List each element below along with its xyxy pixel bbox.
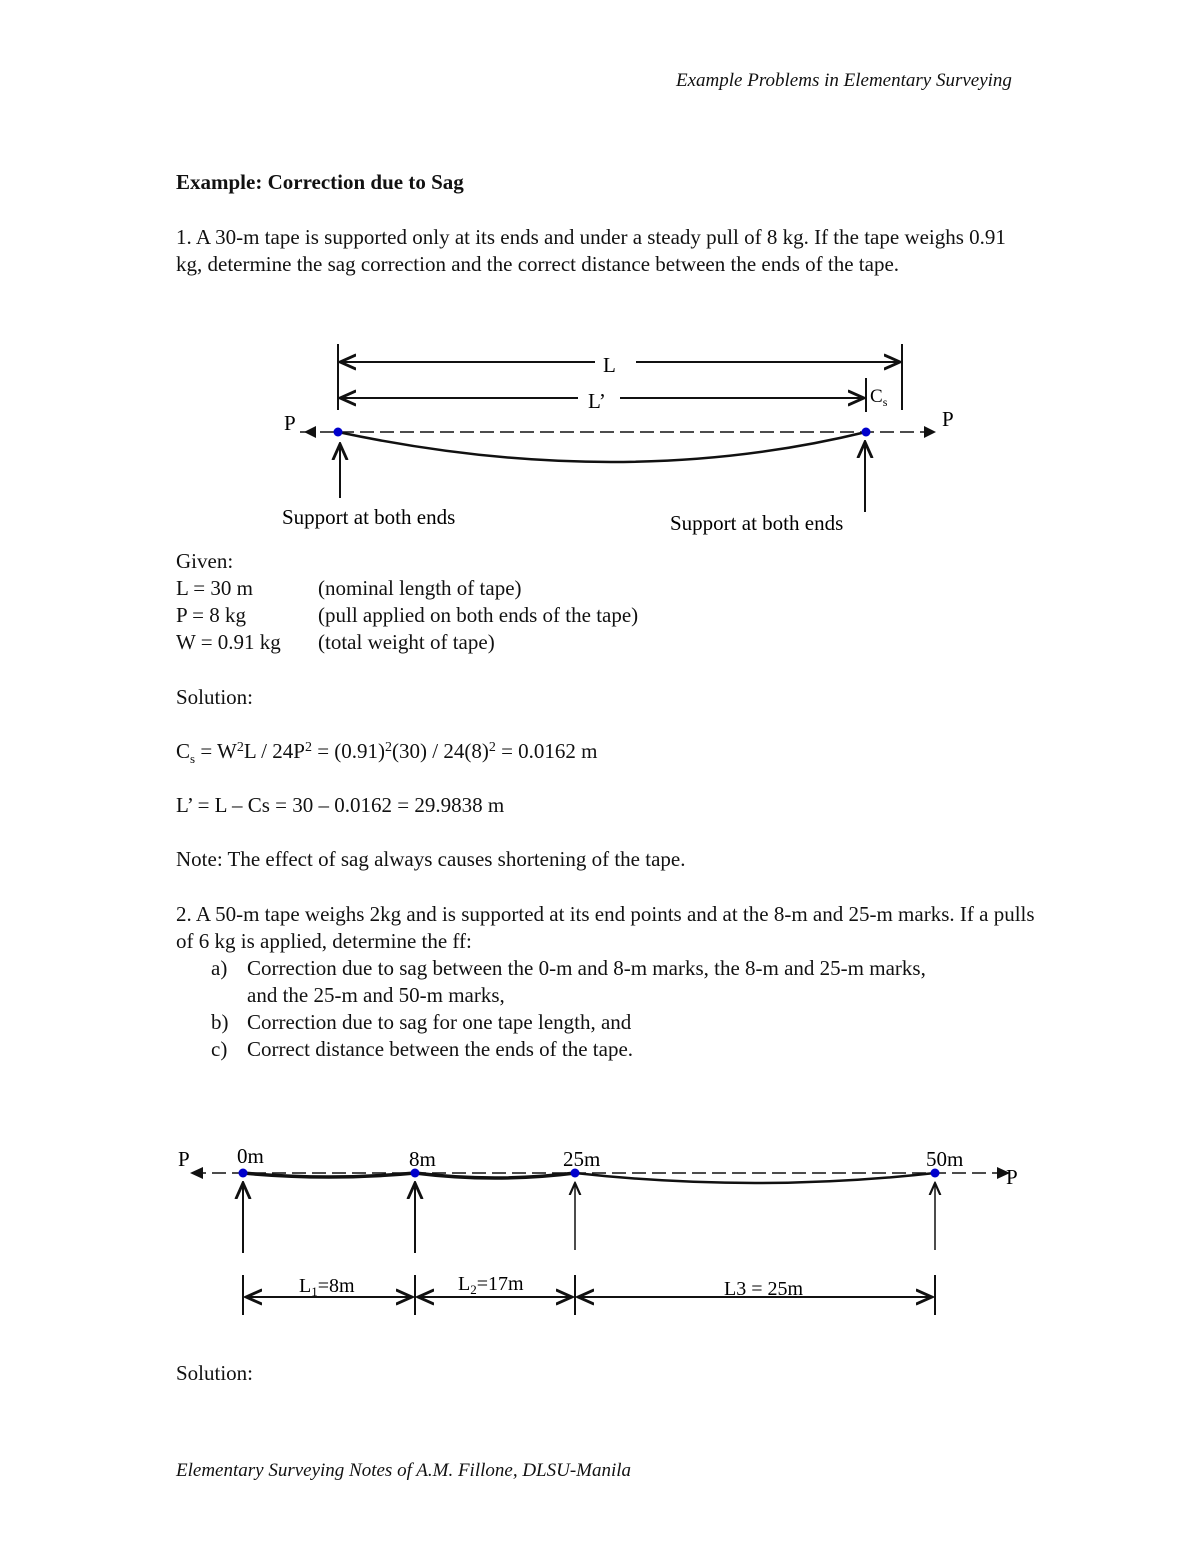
list-item-c: c) Correct distance between the ends of the tape. (211, 1037, 634, 1061)
pull-arrow-left-2 (190, 1167, 203, 1179)
section-title: Example: Correction due to Sag (176, 170, 464, 194)
solution-label-1: Solution: (176, 685, 254, 709)
Lprime-label: L’ (588, 389, 606, 413)
pull-arrow-left (304, 426, 316, 438)
equation-corrected-distance: L’ = L – Cs = 30 – 0.0162 = 29.9838 m (176, 793, 505, 817)
pull-label-right-2: P (1006, 1165, 1018, 1189)
problem-1-statement: 1. A 30-m tape is supported only at its ends and under a steady pull of 8 kg. If the tape weighs 0.91 kg, determine the sag correction and the correct distance between the ends of the tape. (176, 225, 1006, 276)
dim-label-L2: $L_2=17m$ (458, 1273, 524, 1297)
mark-label-0m: 0m (237, 1144, 264, 1168)
equation-sag-correction: $C_s = W^2L / 24P^2 = (0.91)^2(30) / 24(8)^2 = 0.0162$ m (176, 739, 598, 767)
given-row-P (176, 602, 638, 629)
sag-curve-0-8 (243, 1173, 415, 1177)
list-item-a: a) Correction due to sag between the 0-m and 8-m marks, the 8-m and 25-m marks, (211, 956, 926, 980)
pull-arrow-right (924, 426, 936, 438)
dim-label-L1: $L_1=8m$ (299, 1275, 355, 1299)
given-symbol: W = 0.91 kg (176, 630, 281, 654)
dim-label-L3: L3 = 25m (724, 1278, 804, 1300)
pull-label-left-2: P (178, 1147, 190, 1171)
list-item-a-continuation: and the 25-m and 50-m marks, (247, 983, 505, 1007)
running-footer: Elementary Surveying Notes of A.M. Fillone, DLSU-Manila (176, 1460, 632, 1481)
tape-sag-curve (338, 432, 866, 462)
support-point-left (334, 428, 343, 437)
support-point-right (862, 428, 871, 437)
given-description: (nominal length of tape) (318, 576, 522, 600)
support-label-left: Support at both ends (282, 505, 456, 529)
given-description: (pull applied on both ends of the tape) (318, 603, 639, 627)
sag-diagram-2 (0, 1135, 1200, 1325)
given-symbol: P = 8 kg (176, 603, 246, 627)
given-label: Given: (176, 549, 234, 573)
L-label: L (603, 353, 616, 377)
given-description: (total weight of tape) (318, 630, 495, 654)
pull-label-right: P (942, 407, 954, 431)
mark-label-25m: 25m (563, 1147, 601, 1171)
support-point-0m (239, 1169, 248, 1178)
support-label-right: Support at both ends (670, 511, 844, 535)
list-item-b: b) Correction due to sag for one tape length, and (211, 1010, 632, 1034)
sag-diagram-1 (0, 330, 1200, 545)
given-symbol: L = 30 m (176, 576, 253, 600)
mark-label-8m: 8m (409, 1147, 436, 1171)
pull-label-left: P (284, 411, 296, 435)
given-row-L (176, 575, 522, 602)
problem-2-statement: 2. A 50-m tape weighs 2kg and is supported at its end points and at the 8-m and 25-m marks. If a pulls of 6 kg is applied, determine the ff: (176, 902, 1035, 953)
given-row-W (176, 629, 495, 656)
solution-label-2: Solution: (176, 1361, 254, 1385)
sag-curve-25-50 (575, 1173, 935, 1183)
mark-label-50m: 50m (926, 1147, 964, 1171)
running-header: Example Problems in Elementary Surveying (676, 70, 1012, 91)
note-text: Note: The effect of sag always causes shortening of the tape. (176, 847, 686, 871)
Cs-label: $C_s$ (870, 386, 888, 409)
